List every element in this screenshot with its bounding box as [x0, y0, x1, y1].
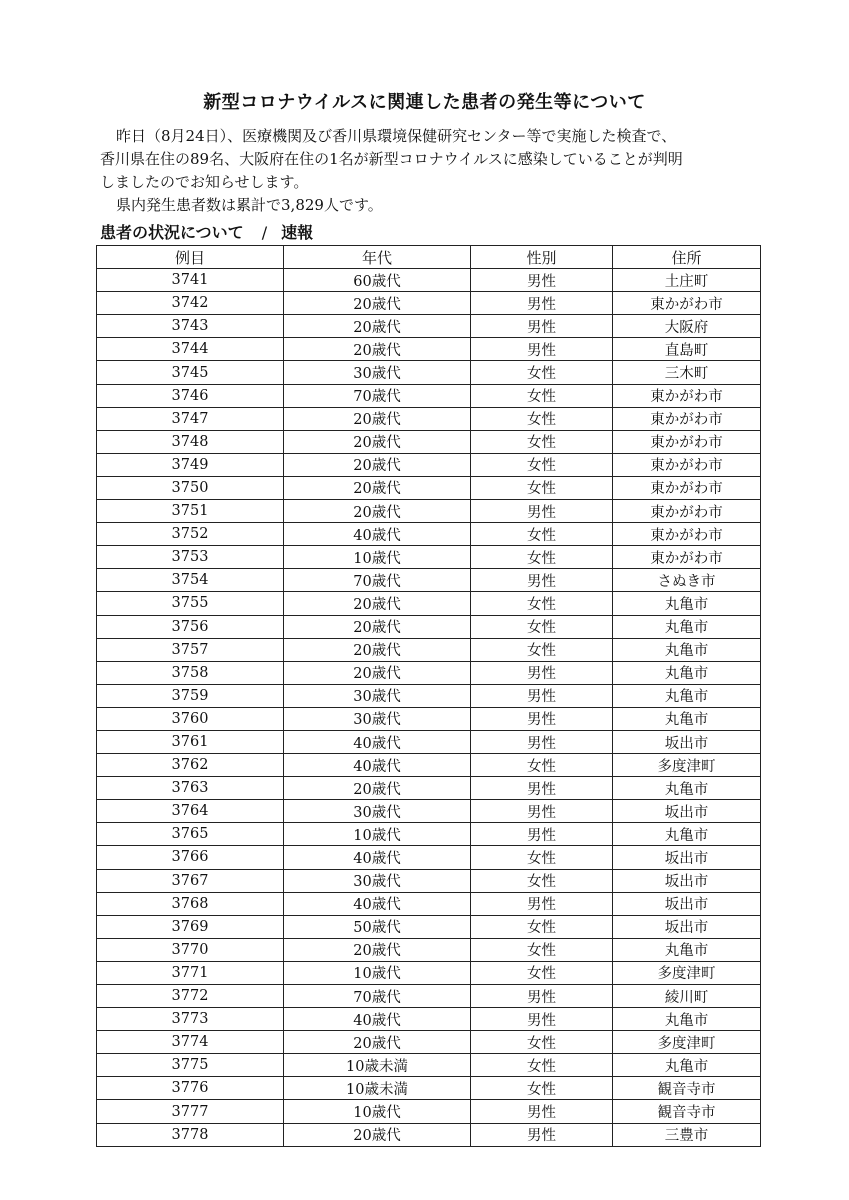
- cell-age: 20歳代: [284, 500, 471, 523]
- cell-age: 20歳代: [284, 638, 471, 661]
- cell-address: 東かがわ市: [613, 523, 761, 546]
- cell-address: 丸亀市: [613, 938, 761, 961]
- cell-case-number: 3763: [97, 777, 284, 800]
- table-row: [97, 800, 761, 823]
- header-sex: 性別: [471, 246, 613, 269]
- cell-sex: 女性: [471, 638, 613, 661]
- cell-case-number: 3753: [97, 546, 284, 569]
- cell-address: 丸亀市: [613, 661, 761, 684]
- cell-case-number: 3772: [97, 985, 284, 1008]
- table-row: [97, 430, 761, 453]
- cell-sex: 女性: [471, 869, 613, 892]
- cell-address: 多度津町: [613, 961, 761, 984]
- cell-age: 40歳代: [284, 730, 471, 753]
- intro-line-4: 県内発生患者数は累計で3,829人です。: [116, 196, 383, 214]
- table-row: [97, 707, 761, 730]
- cell-case-number: 3771: [97, 961, 284, 984]
- section-heading: [100, 220, 313, 243]
- table-row: [97, 869, 761, 892]
- cell-sex: 男性: [471, 730, 613, 753]
- table-row: [97, 569, 761, 592]
- cell-age: 10歳代: [284, 823, 471, 846]
- cell-case-number: 3773: [97, 1008, 284, 1031]
- cell-age: 30歳代: [284, 707, 471, 730]
- cell-case-number: 3765: [97, 823, 284, 846]
- cell-case-number: 3741: [97, 269, 284, 292]
- cell-sex: 男性: [471, 500, 613, 523]
- cell-sex: 男性: [471, 707, 613, 730]
- cell-sex: 女性: [471, 384, 613, 407]
- cell-sex: 男性: [471, 800, 613, 823]
- cell-age: 10歳代: [284, 961, 471, 984]
- cell-case-number: 3766: [97, 846, 284, 869]
- cell-age: 40歳代: [284, 892, 471, 915]
- intro-paragraph: [100, 125, 780, 217]
- cell-case-number: 3770: [97, 938, 284, 961]
- cell-address: 観音寺市: [613, 1077, 761, 1100]
- table-row: [97, 915, 761, 938]
- table-row: [97, 315, 761, 338]
- cell-sex: 女性: [471, 453, 613, 476]
- cell-sex: 女性: [471, 1054, 613, 1077]
- cell-age: 20歳代: [284, 430, 471, 453]
- table-row: [97, 961, 761, 984]
- cell-sex: 男性: [471, 569, 613, 592]
- table-row: [97, 361, 761, 384]
- table-row: [97, 269, 761, 292]
- cell-address: 丸亀市: [613, 684, 761, 707]
- cell-sex: 男性: [471, 1123, 613, 1146]
- cell-sex: 男性: [471, 777, 613, 800]
- cell-age: 40歳代: [284, 1008, 471, 1031]
- intro-line-2: 香川県在住の89名、大阪府在住の1名が新型コロナウイルスに感染していることが判明: [100, 150, 683, 168]
- cell-case-number: 3755: [97, 592, 284, 615]
- cell-address: 坂出市: [613, 800, 761, 823]
- cell-address: 丸亀市: [613, 707, 761, 730]
- cell-age: 70歳代: [284, 985, 471, 1008]
- cell-address: 三木町: [613, 361, 761, 384]
- cell-sex: 女性: [471, 1031, 613, 1054]
- table-row: [97, 1100, 761, 1123]
- cell-case-number: 3749: [97, 453, 284, 476]
- table-row: [97, 384, 761, 407]
- table-row: [97, 754, 761, 777]
- cell-address: 東かがわ市: [613, 292, 761, 315]
- cell-case-number: 3746: [97, 384, 284, 407]
- table-row: [97, 892, 761, 915]
- table-row: [97, 1008, 761, 1031]
- cell-age: 70歳代: [284, 569, 471, 592]
- table-row: [97, 546, 761, 569]
- cell-sex: 女性: [471, 615, 613, 638]
- header-address: 住所: [613, 246, 761, 269]
- cell-case-number: 3768: [97, 892, 284, 915]
- cell-sex: 男性: [471, 684, 613, 707]
- table-row: [97, 407, 761, 430]
- page-title: 新型コロナウイルスに関連した患者の発生等について: [203, 92, 646, 113]
- cell-address: 丸亀市: [613, 592, 761, 615]
- cell-case-number: 3761: [97, 730, 284, 753]
- table-row: [97, 338, 761, 361]
- table-header-row: [97, 246, 761, 269]
- cell-address: 直島町: [613, 338, 761, 361]
- cell-case-number: 3747: [97, 407, 284, 430]
- cell-address: 坂出市: [613, 915, 761, 938]
- cell-address: 多度津町: [613, 1031, 761, 1054]
- cell-sex: 男性: [471, 1100, 613, 1123]
- cell-sex: 女性: [471, 476, 613, 499]
- cell-age: 30歳代: [284, 684, 471, 707]
- cell-address: 東かがわ市: [613, 546, 761, 569]
- cell-sex: 女性: [471, 361, 613, 384]
- cell-address: 坂出市: [613, 892, 761, 915]
- cell-age: 20歳代: [284, 615, 471, 638]
- cell-age: 20歳代: [284, 777, 471, 800]
- cell-sex: 男性: [471, 661, 613, 684]
- cell-address: 多度津町: [613, 754, 761, 777]
- cell-case-number: 3775: [97, 1054, 284, 1077]
- table-row: [97, 638, 761, 661]
- cell-address: 坂出市: [613, 869, 761, 892]
- cell-age: 20歳代: [284, 407, 471, 430]
- cell-address: 丸亀市: [613, 1008, 761, 1031]
- table-row: [97, 661, 761, 684]
- cell-sex: 女性: [471, 592, 613, 615]
- cell-age: 20歳代: [284, 315, 471, 338]
- cell-age: 50歳代: [284, 915, 471, 938]
- cell-address: 坂出市: [613, 846, 761, 869]
- cell-age: 20歳代: [284, 1123, 471, 1146]
- cell-case-number: 3744: [97, 338, 284, 361]
- table-row: [97, 1123, 761, 1146]
- cell-case-number: 3758: [97, 661, 284, 684]
- cell-sex: 男性: [471, 823, 613, 846]
- cell-age: 70歳代: [284, 384, 471, 407]
- cell-case-number: 3754: [97, 569, 284, 592]
- cell-sex: 男性: [471, 338, 613, 361]
- cell-address: 東かがわ市: [613, 407, 761, 430]
- cell-age: 20歳代: [284, 661, 471, 684]
- cell-address: 土庄町: [613, 269, 761, 292]
- table-row: [97, 823, 761, 846]
- cell-sex: 女性: [471, 430, 613, 453]
- table-row: [97, 777, 761, 800]
- cell-case-number: 3776: [97, 1077, 284, 1100]
- cell-case-number: 3756: [97, 615, 284, 638]
- cell-age: 10歳未満: [284, 1054, 471, 1077]
- cell-sex: 男性: [471, 269, 613, 292]
- cell-address: さぬき市: [613, 569, 761, 592]
- cell-age: 10歳代: [284, 1100, 471, 1123]
- cell-age: 20歳代: [284, 453, 471, 476]
- cell-age: 20歳代: [284, 292, 471, 315]
- intro-line-1: 昨日（8月24日）、医療機関及び香川県環境保健研究センター等で実施した検査で、: [116, 127, 677, 145]
- cell-address: 綾川町: [613, 985, 761, 1008]
- cell-age: 20歳代: [284, 592, 471, 615]
- cell-age: 30歳代: [284, 800, 471, 823]
- cell-case-number: 3751: [97, 500, 284, 523]
- cell-sex: 女性: [471, 915, 613, 938]
- cell-age: 20歳代: [284, 1031, 471, 1054]
- cell-address: 東かがわ市: [613, 476, 761, 499]
- cell-sex: 男性: [471, 892, 613, 915]
- table-row: [97, 592, 761, 615]
- cell-sex: 女性: [471, 407, 613, 430]
- cell-case-number: 3767: [97, 869, 284, 892]
- section-title: 患者の状況について: [100, 223, 244, 242]
- table-row: [97, 938, 761, 961]
- patient-table: [96, 245, 761, 1147]
- section-slash: /: [261, 223, 268, 242]
- cell-sex: 女性: [471, 523, 613, 546]
- cell-case-number: 3748: [97, 430, 284, 453]
- cell-sex: 女性: [471, 846, 613, 869]
- cell-address: 坂出市: [613, 730, 761, 753]
- table-body: [97, 269, 761, 1147]
- cell-address: 丸亀市: [613, 615, 761, 638]
- cell-age: 10歳代: [284, 546, 471, 569]
- cell-age: 40歳代: [284, 523, 471, 546]
- table-row: [97, 1054, 761, 1077]
- cell-case-number: 3750: [97, 476, 284, 499]
- cell-address: 東かがわ市: [613, 384, 761, 407]
- table-row: [97, 730, 761, 753]
- intro-line-3: しましたのでお知らせします。: [100, 173, 309, 191]
- table-row: [97, 523, 761, 546]
- cell-sex: 男性: [471, 985, 613, 1008]
- cell-address: 東かがわ市: [613, 430, 761, 453]
- table-row: [97, 1077, 761, 1100]
- cell-age: 40歳代: [284, 754, 471, 777]
- cell-sex: 男性: [471, 292, 613, 315]
- cell-case-number: 3764: [97, 800, 284, 823]
- table-row: [97, 846, 761, 869]
- section-badge: 速報: [281, 223, 314, 242]
- cell-age: 20歳代: [284, 338, 471, 361]
- cell-case-number: 3742: [97, 292, 284, 315]
- cell-case-number: 3745: [97, 361, 284, 384]
- cell-age: 10歳未満: [284, 1077, 471, 1100]
- cell-age: 30歳代: [284, 361, 471, 384]
- cell-case-number: 3757: [97, 638, 284, 661]
- table-row: [97, 985, 761, 1008]
- cell-age: 40歳代: [284, 846, 471, 869]
- cell-address: 東かがわ市: [613, 453, 761, 476]
- cell-sex: 男性: [471, 1008, 613, 1031]
- table-row: [97, 684, 761, 707]
- header-age: 年代: [284, 246, 471, 269]
- cell-address: 東かがわ市: [613, 500, 761, 523]
- cell-age: 60歳代: [284, 269, 471, 292]
- table-row: [97, 615, 761, 638]
- cell-sex: 女性: [471, 961, 613, 984]
- cell-age: 30歳代: [284, 869, 471, 892]
- table-row: [97, 500, 761, 523]
- cell-address: 丸亀市: [613, 1054, 761, 1077]
- cell-age: 20歳代: [284, 938, 471, 961]
- cell-age: 20歳代: [284, 476, 471, 499]
- table-row: [97, 292, 761, 315]
- cell-address: 大阪府: [613, 315, 761, 338]
- cell-sex: 女性: [471, 546, 613, 569]
- cell-case-number: 3759: [97, 684, 284, 707]
- cell-case-number: 3774: [97, 1031, 284, 1054]
- cell-sex: 男性: [471, 315, 613, 338]
- cell-address: 丸亀市: [613, 638, 761, 661]
- cell-sex: 女性: [471, 754, 613, 777]
- cell-case-number: 3778: [97, 1123, 284, 1146]
- table-row: [97, 476, 761, 499]
- cell-address: 三豊市: [613, 1123, 761, 1146]
- cell-case-number: 3777: [97, 1100, 284, 1123]
- cell-sex: 女性: [471, 1077, 613, 1100]
- table-row: [97, 1031, 761, 1054]
- cell-address: 丸亀市: [613, 777, 761, 800]
- cell-address: 観音寺市: [613, 1100, 761, 1123]
- cell-address: 丸亀市: [613, 823, 761, 846]
- cell-sex: 女性: [471, 938, 613, 961]
- cell-case-number: 3760: [97, 707, 284, 730]
- header-case-number: 例目: [97, 246, 284, 269]
- table-row: [97, 453, 761, 476]
- cell-case-number: 3752: [97, 523, 284, 546]
- cell-case-number: 3743: [97, 315, 284, 338]
- cell-case-number: 3769: [97, 915, 284, 938]
- cell-case-number: 3762: [97, 754, 284, 777]
